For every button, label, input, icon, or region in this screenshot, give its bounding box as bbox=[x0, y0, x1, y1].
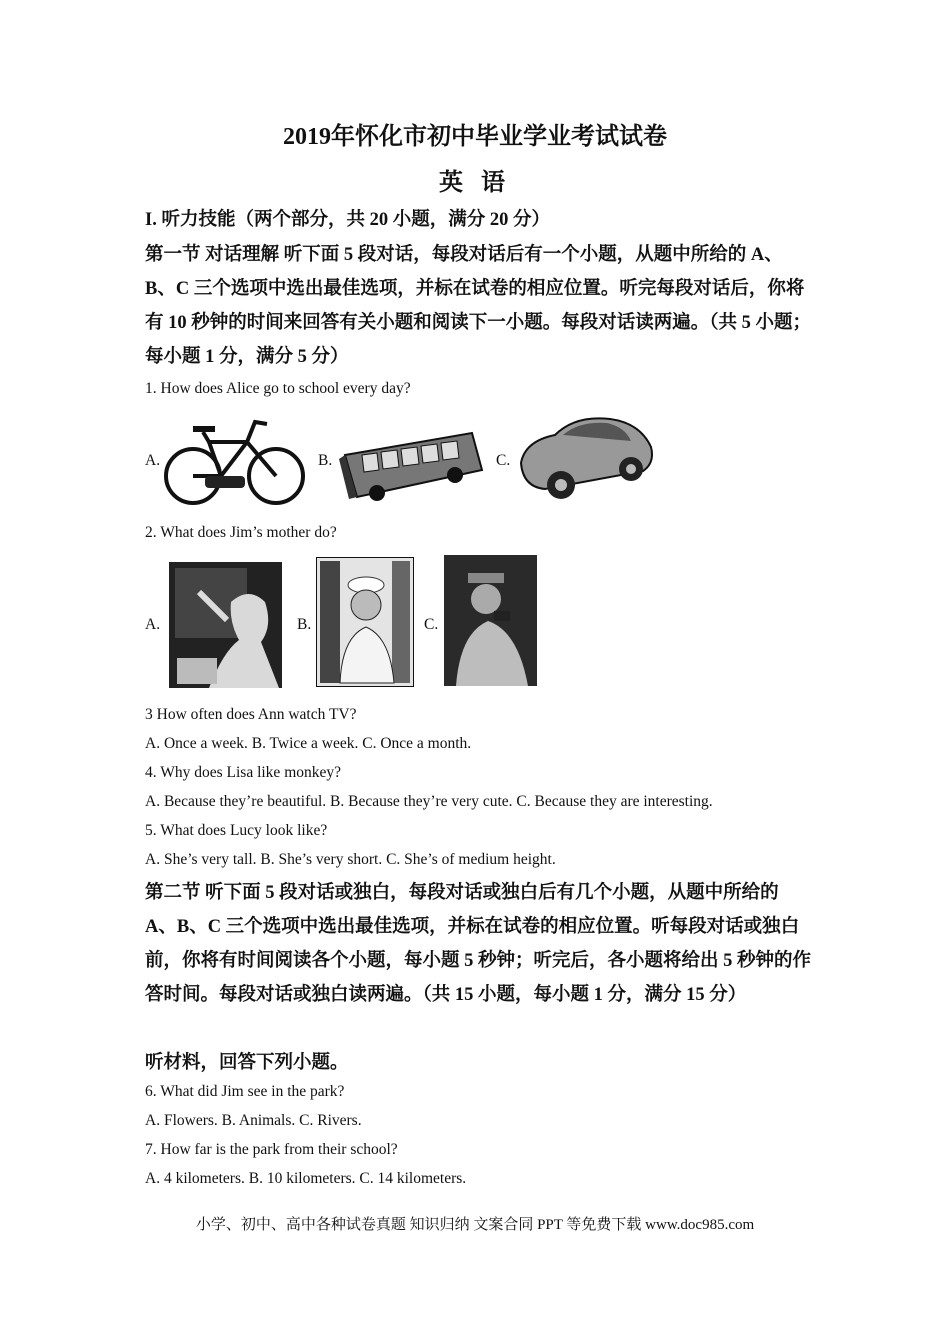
bicycle-icon bbox=[163, 412, 308, 512]
q6-options: A. Flowers. B. Animals. C. Rivers. bbox=[145, 1112, 362, 1129]
q2-option-b-label: B. bbox=[297, 616, 312, 633]
q3-options: A. Once a week. B. Twice a week. C. Once a month. bbox=[145, 735, 472, 752]
q1-option-b-label: B. bbox=[318, 452, 333, 469]
q3-question: 3 How often does Ann watch TV? bbox=[145, 706, 357, 723]
page-title: 2019年怀化市初中毕业学业考试试卷 bbox=[283, 124, 667, 150]
teacher-photo bbox=[169, 562, 282, 688]
listen-instruction: 听材料，回答下列小题。 bbox=[145, 1053, 349, 1073]
q1-question: 1. How does Alice go to school every day? bbox=[145, 380, 411, 397]
q4-question: 4. Why does Lisa like monkey? bbox=[145, 764, 342, 781]
q2-question: 2. What does Jim’s mother do? bbox=[145, 524, 337, 541]
q2-option-c-label: C. bbox=[424, 616, 439, 633]
section2-intro: 第二节 听下面 5 段对话或独白，每段对话或独白后有几个小题，从题中所给的 A、B、C 三个选项中选出最佳选项，并标在试卷的相应位置。听每段对话或独白前，你将有时间阅读各个小题，每小题 5 秒钟；听完后，各小题将给出 5 秒钟的作答时间。每段对话或独白读两遍。（共 15 小题，每小题 1 分，满分 15 分） bbox=[145, 883, 812, 1005]
q1-option-c-label: C. bbox=[496, 452, 511, 469]
q2-option-a-label: A. bbox=[145, 616, 161, 633]
part1-heading: I. 听力技能（两个部分，共 20 小题，满分 20 分） bbox=[145, 210, 550, 230]
section1-intro: 第一节 对话理解 听下面 5 段对话，每段对话后有一个小题，从题中所给的 A、B、C 三个选项中选出最佳选项，并标在试卷的相应位置。听完每段对话后，你将有 10 秒钟的时间来回答有关小题和阅读下一小题。每段对话读两遍。（共 5 小题；每小题 1 分，满分 5 分） bbox=[145, 245, 812, 367]
subject-title: 英 语 bbox=[439, 170, 511, 196]
police-photo bbox=[444, 555, 537, 686]
bus-icon bbox=[337, 425, 487, 505]
q7-question: 7. How far is the park from their school? bbox=[145, 1141, 398, 1158]
q6-question: 6. What did Jim see in the park? bbox=[145, 1083, 345, 1100]
nurse-photo bbox=[316, 557, 414, 687]
footer-text: 小学、初中、高中各种试卷真题 知识归纳 文案合同 PPT 等免费下载 www.doc985.com bbox=[195, 1217, 755, 1233]
q1-option-a-label: A. bbox=[145, 452, 161, 469]
q4-options: A. Because they’re beautiful. B. Because they’re very cute. C. Because they are interesting. bbox=[145, 793, 713, 810]
q5-options: A. She’s very tall. B. She’s very short. C. She’s of medium height. bbox=[145, 851, 556, 868]
q5-question: 5. What does Lucy look like? bbox=[145, 822, 328, 839]
q7-options: A. 4 kilometers. B. 10 kilometers. C. 14 kilometers. bbox=[145, 1170, 467, 1187]
car-icon bbox=[515, 407, 657, 505]
